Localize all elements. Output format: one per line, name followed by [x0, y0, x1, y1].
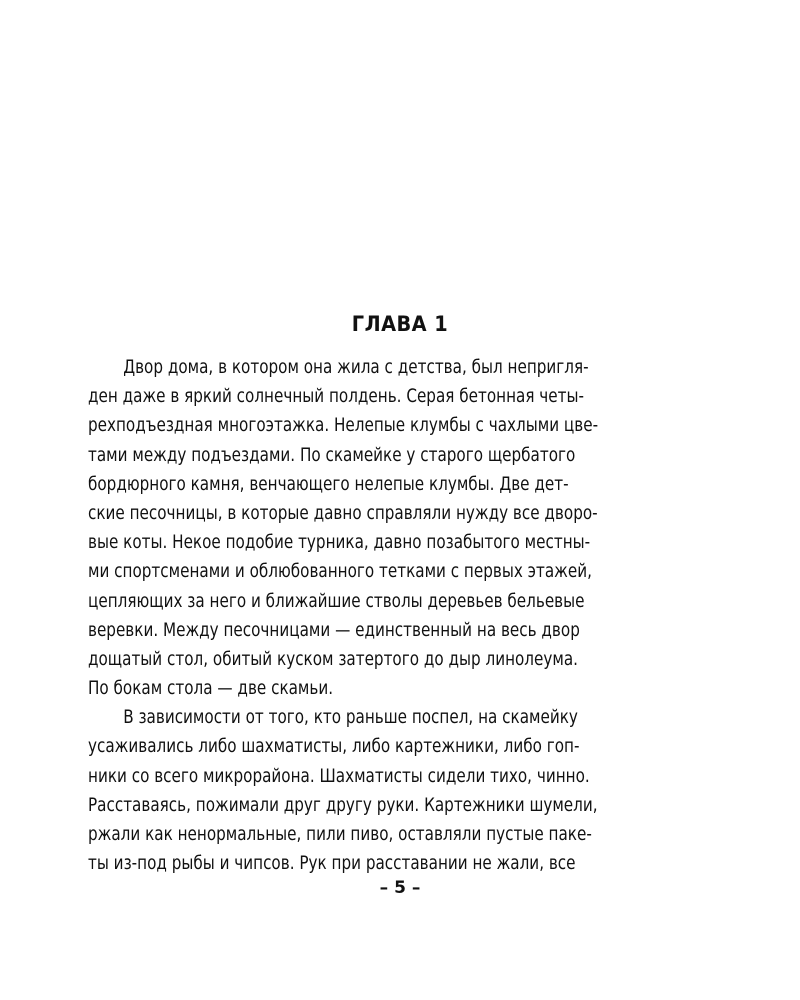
chapter-title: ГЛАВА 1 [351, 312, 449, 336]
text-line: В зависимости от того, кто раньше поспел, на скамейку [123, 706, 578, 729]
text-line: бордюрного камня, венчающего нелепые клумбы. Две дет- [88, 472, 569, 495]
text-line: ми спортсменами и облюбованного тетками с первых этажей, [88, 560, 592, 583]
text-line: рехподъездная многоэтажка. Нелепые клумбы с чахлыми цве- [88, 414, 599, 437]
text-line: Двор дома, в котором она жила с детства, был непригля- [123, 356, 589, 378]
text-line: ты из-под рыбы и чипсов. Рук при расставании не жали, все [88, 852, 576, 875]
text-line: ские песочницы, в которые давно справляли нужду все дворо- [88, 501, 598, 524]
text-line: ден даже в яркий солнечный полдень. Серая бетонная четы- [88, 385, 584, 408]
text-line: цепляющих за него и ближайшие стволы деревьев бельевые [88, 589, 585, 612]
body-text [88, 353, 698, 878]
text-line: По бокам стола — две скамьи. [88, 677, 334, 700]
text-line: усаживались либо шахматисты, либо картежники, либо гоп- [88, 735, 580, 758]
text-line: Расставаясь, пожимали друг другу руки. Картежники шумели, [88, 793, 598, 816]
text-line: ники со всего микрорайона. Шахматисты сидели тихо, чинно. [88, 764, 590, 787]
text-line: ржали как ненормальные, пили пиво, оставляли пустые паке- [88, 823, 592, 845]
text-line: веревки. Между песочницами — единственный на весь двор [88, 618, 580, 641]
text-line: вые коты. Некое подобие турника, давно позабытого местны- [88, 531, 591, 554]
text-line: тами между подъездами. По скамейке у старого щербатого [88, 443, 576, 466]
text-line: дощатый стол, обитый куском затертого до дыр линолеума. [88, 647, 578, 670]
page-number: – 5 – [379, 878, 421, 898]
